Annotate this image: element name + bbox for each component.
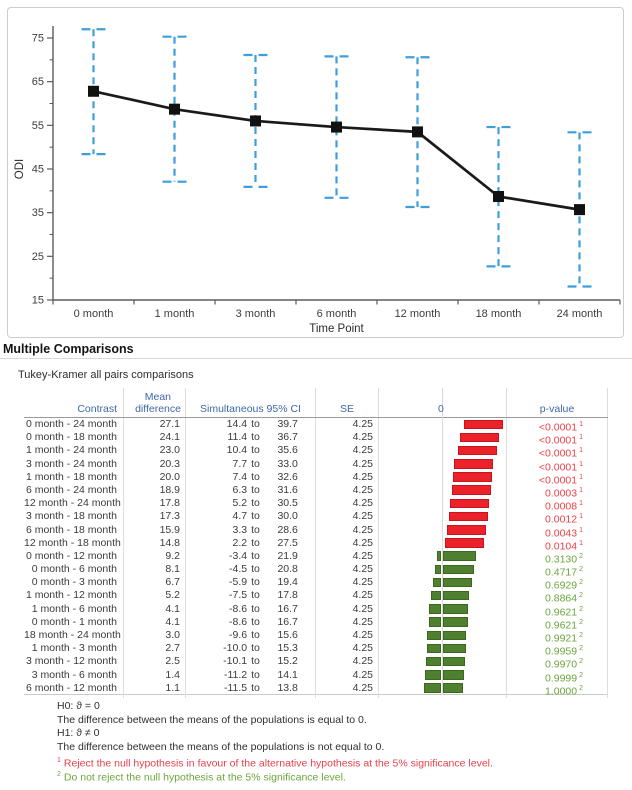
table-row	[24, 418, 608, 434]
y-tick-label: 45	[31, 163, 44, 176]
se-cell: 4.25	[316, 655, 379, 672]
data-point-marker	[574, 204, 585, 215]
ci-cell: -5.9 to 19.4	[186, 576, 316, 593]
p-value-cell: 0.0008 $^1$	[507, 497, 608, 514]
ci-bar-segment	[453, 472, 492, 482]
contrast-cell: 1 month - 24 month	[24, 444, 124, 461]
ci-cell: 6.3 to 31.6	[186, 484, 316, 501]
ci-cell: 4.7 to 30.0	[186, 510, 316, 527]
ci-bar-segment	[450, 499, 489, 509]
mean-difference-cell: 23.0	[124, 444, 186, 461]
se-cell: 4.25	[316, 497, 379, 514]
se-cell: 4.25	[316, 669, 379, 686]
contrast-cell: 3 month - 12 month	[24, 655, 124, 672]
ci-cell: -8.6 to 16.7	[186, 616, 316, 633]
p-value-cell: 0.9621 $^2$	[507, 603, 608, 620]
ci-bar-segment	[443, 591, 469, 601]
se-cell: 4.25	[316, 524, 379, 541]
header-contrast: Contrast	[24, 388, 124, 417]
ci-bar-segment	[429, 604, 441, 614]
significance-superscript: 1	[579, 460, 583, 468]
mean-difference-cell: 8.1	[124, 563, 186, 580]
mean-difference-cell: 24.1	[124, 431, 186, 448]
se-cell: 4.25	[316, 471, 379, 488]
header-p-value: p-value	[507, 388, 608, 417]
table-row	[24, 510, 608, 526]
contrast-cell: 0 month - 1 month	[24, 616, 124, 633]
contrast-cell: 6 month - 24 month	[24, 484, 124, 501]
alt-hypothesis-description: The difference between the means of the populations is not equal to 0.	[57, 740, 385, 753]
significance-superscript: 2	[579, 618, 583, 626]
contrast-cell: 1 month - 18 month	[24, 471, 124, 488]
contrast-cell: 18 month - 24 month	[24, 629, 124, 646]
significance-superscript: 1	[579, 434, 583, 442]
ci-cell: -3.4 to 21.9	[186, 550, 316, 567]
p-value-cell: <0.0001 $^1$	[507, 471, 608, 488]
odi-line-chart	[8, 8, 621, 335]
ci-bar-segment	[431, 591, 442, 601]
se-cell: 4.25	[316, 589, 379, 606]
se-cell: 4.25	[316, 603, 379, 620]
contrast-cell: 0 month - 24 month	[24, 418, 124, 435]
data-point-marker	[88, 86, 99, 97]
ci-cell: -9.6 to 15.6	[186, 629, 316, 646]
contrast-cell: 0 month - 3 month	[24, 576, 124, 593]
significance-superscript: 2	[579, 684, 583, 692]
p-value-cell: <0.0001 $^1$	[507, 418, 608, 435]
mean-difference-cell: 18.9	[124, 484, 186, 501]
se-cell: 4.25	[316, 616, 379, 633]
ci-bar-segment	[443, 657, 465, 667]
mean-difference-cell: 2.5	[124, 655, 186, 672]
ci-cell: -10.0 to 15.3	[186, 642, 316, 659]
se-cell: 4.25	[316, 484, 379, 501]
table-row	[24, 524, 608, 537]
mean-difference-cell: 6.7	[124, 576, 186, 593]
table-row	[24, 681, 608, 698]
contrast-cell: 12 month - 18 month	[24, 537, 124, 554]
table-header-row	[24, 388, 608, 418]
y-tick-label: 25	[31, 250, 44, 263]
ci-cell: -11.5 to 13.8	[186, 682, 316, 699]
header-se: SE	[316, 388, 379, 417]
significance-superscript: 2	[579, 632, 583, 639]
ci-cell: -10.1 to 15.2	[186, 655, 316, 672]
section-divider	[0, 358, 632, 359]
significance-superscript: 1	[579, 539, 583, 547]
ci-cell: 11.4 to 36.7	[186, 431, 316, 448]
significance-superscript: 2	[579, 552, 583, 560]
mean-difference-cell: 1.4	[124, 669, 186, 686]
significance-superscript: 2	[579, 605, 583, 613]
header-simultaneous-ci: Simultaneous 95% CI	[186, 388, 316, 417]
footnote-reject: $^1$ Reject the null hypothesis in favour of the alternative hypothesis at the 5% significance level.	[57, 757, 493, 770]
p-value-cell: 0.0043 $^1$	[507, 524, 608, 541]
significance-superscript: 1	[579, 486, 583, 494]
p-value-cell: 0.9999 $^2$	[507, 669, 608, 686]
contrast-cell: 3 month - 18 month	[24, 510, 124, 527]
significance-superscript: 1	[579, 500, 583, 508]
ci-cell: 2.2 to 27.5	[186, 537, 316, 554]
contrast-cell: 6 month - 12 month	[24, 682, 124, 699]
significance-superscript: 2	[579, 566, 583, 574]
null-hypothesis-description: The difference between the means of the populations is equal to 0.	[57, 713, 367, 726]
significance-superscript: 1	[579, 447, 583, 455]
table-row	[24, 629, 608, 645]
se-cell: 4.25	[316, 642, 379, 659]
x-tick-label: 0 month	[73, 308, 114, 320]
data-point-marker	[331, 122, 342, 133]
x-tick-label: 18 month	[475, 308, 522, 320]
p-value-cell: <0.0001 $^1$	[507, 444, 608, 461]
ci-bar-segment	[447, 525, 486, 535]
contrast-cell: 1 month - 12 month	[24, 589, 124, 606]
table-row	[24, 549, 608, 566]
contrast-cell: 3 month - 24 month	[24, 458, 124, 475]
table-row	[24, 457, 608, 474]
p-value-cell: 0.9970 $^2$	[507, 655, 608, 672]
ci-bar-segment	[435, 565, 441, 575]
alt-hypothesis: H1: ϑ ≠ 0	[57, 727, 100, 740]
contrast-cell: 1 month - 3 month	[24, 642, 124, 659]
se-cell: 4.25	[316, 510, 379, 527]
p-value-cell: 0.0104 $^1$	[507, 537, 608, 554]
se-cell: 4.25	[316, 537, 379, 554]
contrast-cell: 1 month - 6 month	[24, 603, 124, 620]
mean-difference-cell: 27.1	[124, 418, 186, 435]
significance-superscript: 2	[579, 592, 583, 600]
contrast-cell: 0 month - 6 month	[24, 563, 124, 580]
se-cell: 4.25	[316, 431, 379, 448]
table-row	[24, 655, 608, 671]
ci-bar-segment	[443, 617, 468, 627]
ci-bar-segment	[424, 683, 441, 693]
y-tick-label: 35	[31, 207, 44, 220]
ci-bar-segment	[427, 631, 441, 641]
ci-bar-segment	[452, 485, 491, 495]
x-tick-label: 6 month	[316, 308, 357, 320]
table-row	[24, 602, 608, 619]
ci-bar-segment	[443, 578, 472, 588]
table-row	[24, 563, 608, 579]
ci-bar-segment	[443, 683, 463, 693]
significance-superscript: 2	[579, 645, 583, 653]
data-point-marker	[493, 191, 504, 202]
multiple-comparisons-table	[24, 388, 608, 698]
ci-bar-segment	[443, 644, 466, 654]
data-point-marker	[412, 126, 423, 137]
table-row	[24, 483, 608, 500]
p-value-cell: 0.9921 $^2$	[507, 629, 608, 646]
mean-difference-cell: 2.7	[124, 642, 186, 659]
se-cell: 4.25	[316, 682, 379, 699]
mean-difference-cell: 9.2	[124, 550, 186, 567]
mean-difference-cell: 17.3	[124, 510, 186, 527]
table-row	[24, 444, 608, 460]
p-value-cell: 0.4717 $^2$	[507, 563, 608, 580]
ci-cell: 7.7 to 33.0	[186, 458, 316, 475]
p-value-cell: 0.9621 $^2$	[507, 616, 608, 633]
mean-difference-cell: 1.1	[124, 682, 186, 699]
se-cell: 4.25	[316, 576, 379, 593]
se-cell: 4.25	[316, 458, 379, 475]
odi-line-chart-card	[7, 7, 624, 338]
y-axis-title: ODI	[14, 158, 26, 180]
ci-cell: 7.4 to 32.6	[186, 471, 316, 488]
p-value-cell: <0.0001 $^1$	[507, 431, 608, 448]
y-tick-label: 15	[31, 294, 44, 307]
analysis-subtitle: Tukey-Kramer all pairs comparisons	[18, 369, 194, 381]
ci-cell: 3.3 to 28.6	[186, 524, 316, 541]
data-point-marker	[169, 104, 180, 115]
ci-cell: 10.4 to 35.6	[186, 444, 316, 461]
section-title: Multiple Comparisons	[3, 342, 134, 356]
contrast-cell: 6 month - 18 month	[24, 524, 124, 541]
ci-bar-segment	[449, 512, 488, 522]
header-mean-difference: Mean difference	[124, 388, 186, 417]
significance-superscript: 2	[579, 671, 583, 679]
table-row	[24, 497, 608, 513]
table-body	[24, 418, 608, 698]
p-value-cell: 0.0003 $^1$	[507, 484, 608, 501]
x-tick-label: 12 month	[394, 308, 441, 320]
ci-bar-segment	[426, 657, 441, 667]
mean-difference-cell: 20.0	[124, 471, 186, 488]
ci-bar-segment	[433, 578, 441, 588]
ci-bar-segment	[425, 670, 441, 680]
significance-superscript: 2	[579, 658, 583, 666]
table-row	[24, 431, 608, 447]
mean-difference-cell: 15.9	[124, 524, 186, 541]
data-point-marker	[250, 115, 261, 126]
mean-difference-cell: 4.1	[124, 603, 186, 620]
se-cell: 4.25	[316, 629, 379, 646]
ci-bar-segment	[443, 670, 464, 680]
ci-bar-segment	[429, 617, 441, 627]
p-value-cell: 0.8864 $^2$	[507, 589, 608, 606]
x-tick-label: 1 month	[154, 308, 195, 320]
contrast-cell: 0 month - 12 month	[24, 550, 124, 567]
mean-difference-cell: 20.3	[124, 458, 186, 475]
x-tick-label: 24 month	[556, 308, 603, 320]
ci-bar-segment	[445, 538, 484, 548]
ci-bar-segment	[443, 631, 466, 641]
ci-cell: -7.5 to 17.8	[186, 589, 316, 606]
table-row	[24, 615, 608, 632]
mean-difference-cell: 17.8	[124, 497, 186, 514]
se-cell: 4.25	[316, 444, 379, 461]
table-row	[24, 668, 608, 685]
p-value-cell: 0.0012 $^1$	[507, 510, 608, 527]
ci-cell: -11.2 to 14.1	[186, 669, 316, 686]
significance-superscript: 1	[579, 421, 583, 428]
p-value-cell: 0.3130 $^2$	[507, 550, 608, 567]
ci-cell: 14.4 to 39.7	[186, 418, 316, 435]
header-zero: 0	[379, 388, 507, 417]
y-tick-label: 55	[31, 119, 44, 132]
null-hypothesis: H0: ϑ = 0	[57, 700, 100, 712]
ci-bar-segment	[437, 551, 441, 561]
ci-bar-segment	[454, 459, 493, 469]
mean-difference-cell: 3.0	[124, 629, 186, 646]
significance-superscript: 1	[579, 473, 583, 481]
ci-bar-cell	[379, 682, 507, 699]
p-value-cell: <0.0001 $^1$	[507, 458, 608, 475]
se-cell: 4.25	[316, 418, 379, 435]
ci-bar-segment	[443, 604, 468, 614]
table-row	[24, 470, 608, 487]
x-axis-title: Time Point	[309, 323, 364, 335]
p-value-cell: 1.0000 $^2$	[507, 682, 608, 699]
significance-superscript: 2	[579, 579, 583, 587]
footnote-do-not-reject: $^2$ Do not reject the null hypothesis at the 5% significance level.	[57, 770, 346, 784]
mean-difference-cell: 14.8	[124, 537, 186, 554]
y-tick-label: 65	[31, 76, 44, 89]
se-cell: 4.25	[316, 563, 379, 580]
table-row	[24, 536, 608, 553]
x-tick-label: 3 month	[235, 308, 276, 320]
hypothesis-notes	[57, 700, 493, 782]
contrast-cell: 0 month - 18 month	[24, 431, 124, 448]
ci-bar-segment	[458, 446, 497, 456]
ci-cell: -8.6 to 16.7	[186, 603, 316, 620]
ci-bar-segment	[443, 565, 474, 575]
contrast-cell: 12 month - 24 month	[24, 497, 124, 514]
ci-cell: -4.5 to 20.8	[186, 563, 316, 580]
table-row	[24, 642, 608, 658]
ci-cell: 5.2 to 30.5	[186, 497, 316, 514]
table-row	[24, 576, 608, 592]
table-row	[24, 589, 608, 605]
p-value-cell: 0.9959 $^2$	[507, 642, 608, 659]
p-value-cell: 0.6929 $^2$	[507, 576, 608, 593]
ci-bar-segment	[460, 433, 499, 443]
mean-difference-cell: 4.1	[124, 616, 186, 633]
ci-bar-segment	[464, 420, 503, 430]
mean-difference-cell: 5.2	[124, 589, 186, 606]
y-tick-label: 75	[31, 32, 44, 45]
significance-superscript: 1	[579, 526, 583, 534]
ci-bar-segment	[443, 551, 476, 561]
contrast-cell: 3 month - 6 month	[24, 669, 124, 686]
ci-bar-segment	[427, 644, 441, 654]
significance-superscript: 1	[579, 513, 583, 521]
se-cell: 4.25	[316, 550, 379, 567]
